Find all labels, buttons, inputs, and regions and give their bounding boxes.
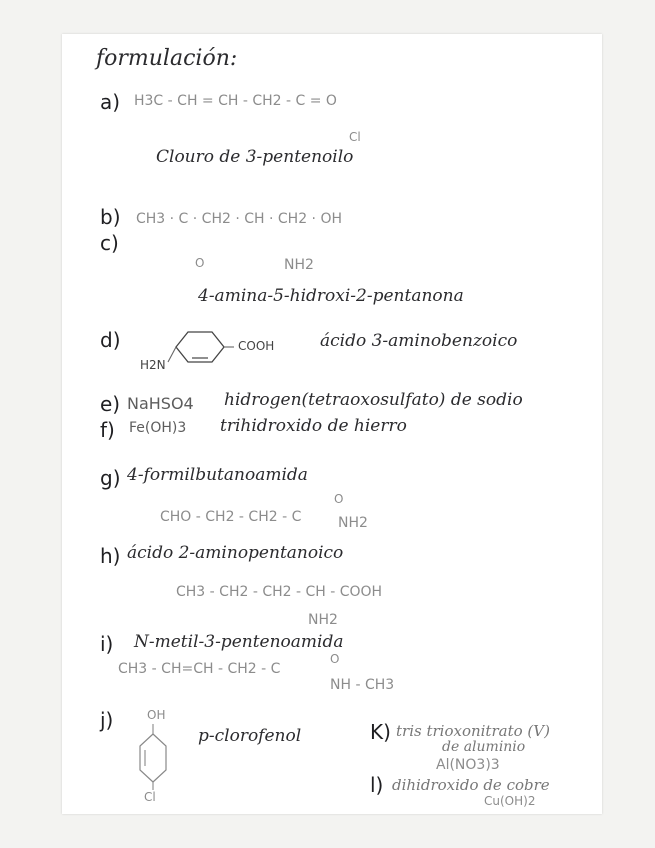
item-j-name: p-clorofenol	[198, 726, 302, 746]
item-e-formula: NaHSO4	[127, 394, 194, 413]
item-h-amine: NH2	[308, 612, 338, 628]
item-d-amine: H2N	[140, 358, 166, 372]
item-g-name: 4-formilbutanoamida	[127, 465, 308, 485]
item-a-substituent: Cl	[349, 130, 361, 144]
item-a-name: Clouro de 3-pentenoilo	[156, 147, 354, 167]
item-d-label: d)	[100, 328, 121, 352]
benzene-ring-j	[136, 724, 170, 794]
item-f-label: f)	[100, 418, 115, 442]
item-f-formula: Fe(OH)3	[129, 420, 187, 436]
item-j-cl: Cl	[144, 790, 156, 804]
item-i-oxygen: O	[330, 652, 340, 666]
benzene-ring-d	[168, 330, 238, 364]
item-g-formula: CHO - CH2 - CH2 - C	[160, 509, 302, 525]
item-b-label: b)	[100, 205, 121, 229]
item-k-formula: Al(NO3)3	[436, 757, 500, 773]
item-l-formula: Cu(OH)2	[484, 794, 536, 808]
item-i-label: i)	[100, 632, 114, 656]
item-e-name: hidrogen(tetraoxosulfato) de sodio	[224, 390, 523, 410]
item-h-formula: CH3 - CH2 - CH2 - CH - COOH	[176, 584, 383, 600]
item-a-formula: H3C - CH = CH - CH2 - C = O	[134, 93, 337, 109]
item-d-cooh: COOH	[238, 339, 275, 353]
item-b-formula: CH3 · C · CH2 · CH · CH2 · OH	[136, 211, 343, 227]
item-d-name: ácido 3-aminobenzoico	[320, 331, 518, 351]
item-k-label: K)	[370, 720, 391, 744]
item-c-label: c)	[100, 231, 119, 255]
item-k-name2: de aluminio	[442, 739, 526, 755]
item-b-amine: NH2	[284, 257, 314, 273]
item-f-name: trihidroxido de hierro	[220, 416, 407, 436]
item-l-label: l)	[370, 773, 384, 797]
item-g-oxygen: O	[334, 492, 344, 506]
item-i-formula: CH3 - CH=CH - CH2 - C	[118, 661, 281, 677]
item-b-carbonyl-oxygen: O	[195, 256, 205, 270]
page-title: formulación:	[96, 46, 238, 71]
item-i-nh-ch3: NH - CH3	[330, 677, 395, 693]
item-e-label: e)	[100, 392, 121, 416]
item-i-name: N-metil-3-pentenoamida	[134, 632, 344, 652]
item-l-name: dihidroxido de cobre	[392, 776, 550, 794]
item-h-label: h)	[100, 544, 121, 568]
item-j-oh: OH	[147, 708, 166, 722]
item-j-label: j)	[100, 708, 114, 732]
item-c-name: 4-amina-5-hidroxi-2-pentanona	[198, 286, 464, 306]
item-g-label: g)	[100, 466, 121, 490]
item-h-name: ácido 2-aminopentanoico	[127, 543, 344, 563]
item-k-name: tris trioxonitrato (V)	[396, 722, 550, 740]
item-g-nh2: NH2	[338, 515, 368, 531]
item-a-label: a)	[100, 90, 121, 114]
